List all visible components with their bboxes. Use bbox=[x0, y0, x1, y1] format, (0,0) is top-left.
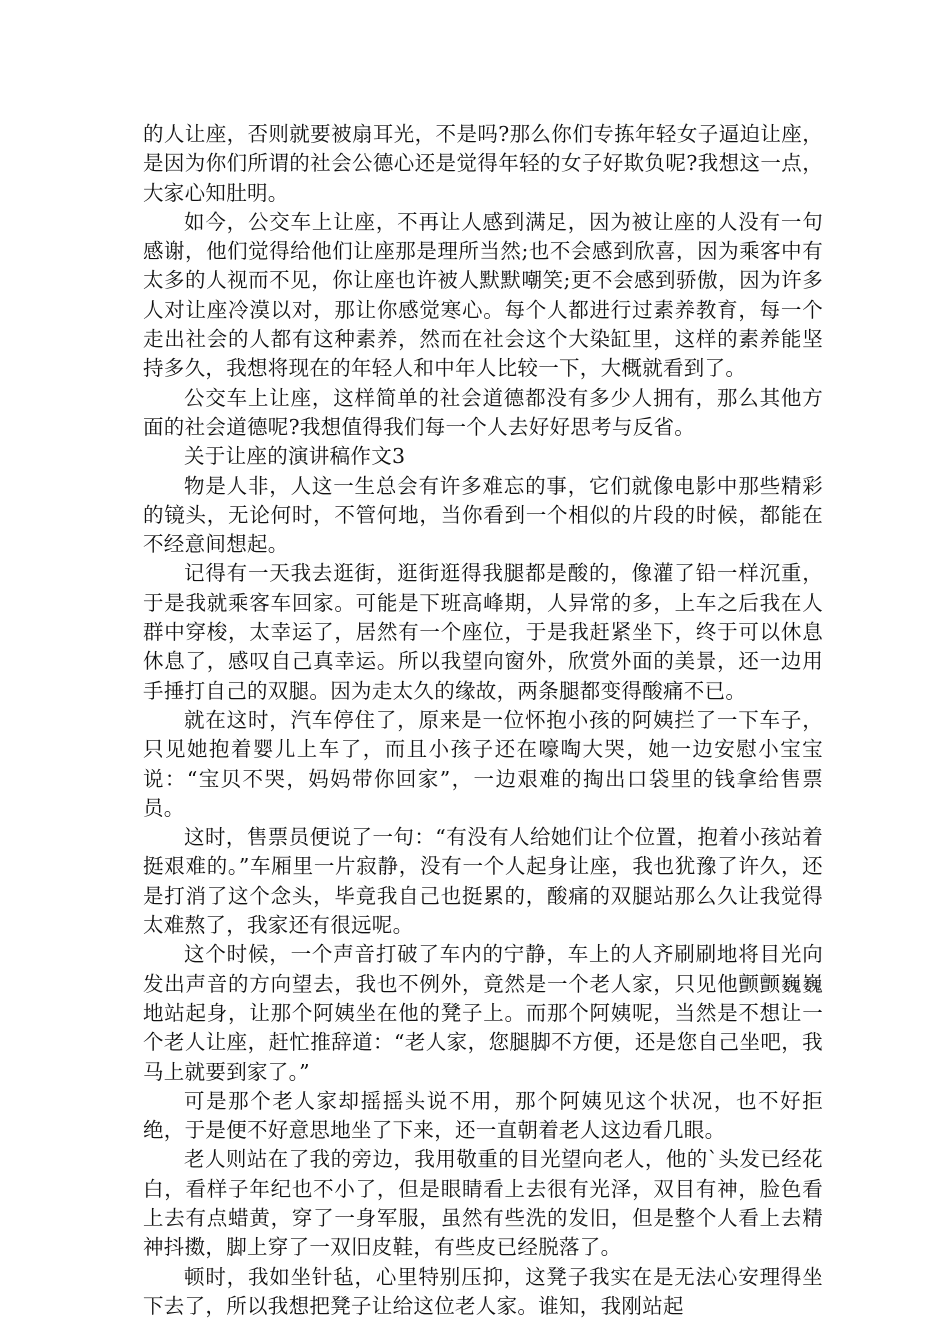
paragraph-guilt: 顿时，我如坐针毡，心里特别压抑，这凳子我实在是无法心安理得坐下去了，所以我想把凳子让给这位老人家。谁知，我刚站起 bbox=[143, 1264, 823, 1318]
paragraph-reflection: 公交车上让座，这样简单的社会道德都没有多少人拥有，那么其他方面的社会道德呢?我想值得我们每一个人去好好思考与反省。 bbox=[143, 385, 823, 439]
paragraph-bus-seat-today: 如今，公交车上让座，不再让人感到满足，因为被让座的人没有一句感谢，他们觉得给他们让座那是理所当然;也不会感到欣喜，因为乘客中有太多的人视而不见，你让座也许被人默默嘲笑;更不会感到骄傲，因为许多人对让座冷漠以对，那让你感觉寒心。每个人都进行过素养教育，每一个走出社会的人都有这种素养，然而在社会这个大染缸里，这样的素养能坚持多久，我想将现在的年轻人和中年人比较一下，大概就看到了。 bbox=[143, 209, 823, 381]
paragraph-mother-sits: 可是那个老人家却摇摇头说不用，那个阿姨见这个状况，也不好拒绝，于是便不好意思地坐了下来，还一直朝着老人这边看几眼。 bbox=[143, 1088, 823, 1143]
paragraph-continuation: 的人让座，否则就要被扇耳光，不是吗?那么你们专拣年轻女子逼迫让座，是因为你们所谓的社会公德心还是觉得年轻的女子好欺负呢?我想这一点，大家心知肚明。 bbox=[143, 122, 823, 205]
paragraph-memories: 物是人非，人这一生总会有许多难忘的事，它们就像电影中那些精彩的镜头，无论何时，不管何地，当你看到一个相似的片段的时候，都能在不经意间想起。 bbox=[143, 473, 823, 557]
section-heading: 关于让座的演讲稿作文3 bbox=[184, 444, 406, 469]
paragraph-shopping-trip: 记得有一天我去逛街，逛街逛得我腿都是酸的，像灌了铅一样沉重，于是我就乘客车回家。可能是下班高峰期，人异常的多，上车之后我在人群中穿梭，太幸运了，居然有一个座位，于是我赶紧坐下，终于可以休息休息了，感叹自己真幸运。所以我望向窗外，欣赏外面的美景，还一边用手捶打自己的双腿。因为走太久的缘故，两条腿都变得酸痛不已。 bbox=[143, 561, 823, 703]
article-body bbox=[143, 120, 823, 1321]
paragraph-old-man-stands: 这个时候，一个声音打破了车内的宁静，车上的人齐刷刷地将目光向发出声音的方向望去，我也不例外，竟然是一个老人家，只见他颤颤巍巍地站起身，让那个阿姨坐在他的凳子上。而那个阿姨呢，当然是不想让一个老人让座，赶忙推辞道：“老人家，您腿脚不方便，还是您自己坐吧，我马上就要到家了。” bbox=[143, 942, 823, 1084]
paragraph-conductor-asks: 这时，售票员便说了一句：“有没有人给她们让个位置，抱着小孩站着挺艰难的。”车厢里一片寂静，没有一个人起身让座，我也犹豫了许久，还是打消了这个念头，毕竟我自己也挺累的，酸痛的双腿站那么久让我觉得太难熬了，我家还有很远呢。 bbox=[143, 825, 823, 938]
paragraph-mother-boards: 就在这时，汽车停住了，原来是一位怀抱小孩的阿姨拦了一下车子，只见她抱着婴儿上车了，而且小孩子还在嚎啕大哭，她一边安慰小宝宝说：“宝贝不哭，妈妈带你回家”，一边艰难的掏出口袋里的钱拿给售票员。 bbox=[143, 707, 823, 820]
paragraph-old-man-description: 老人则站在了我的旁边，我用敬重的目光望向老人，他的`头发已经花白，看样子年纪也不小了，但是眼睛看上去很有光泽，双目有神，脸色看上去有点蜡黄，穿了一身军服，虽然有些洗的发旧，但是整个人看上去精神抖擞，脚上穿了一双旧皮鞋，有些皮已经脱落了。 bbox=[143, 1147, 823, 1260]
